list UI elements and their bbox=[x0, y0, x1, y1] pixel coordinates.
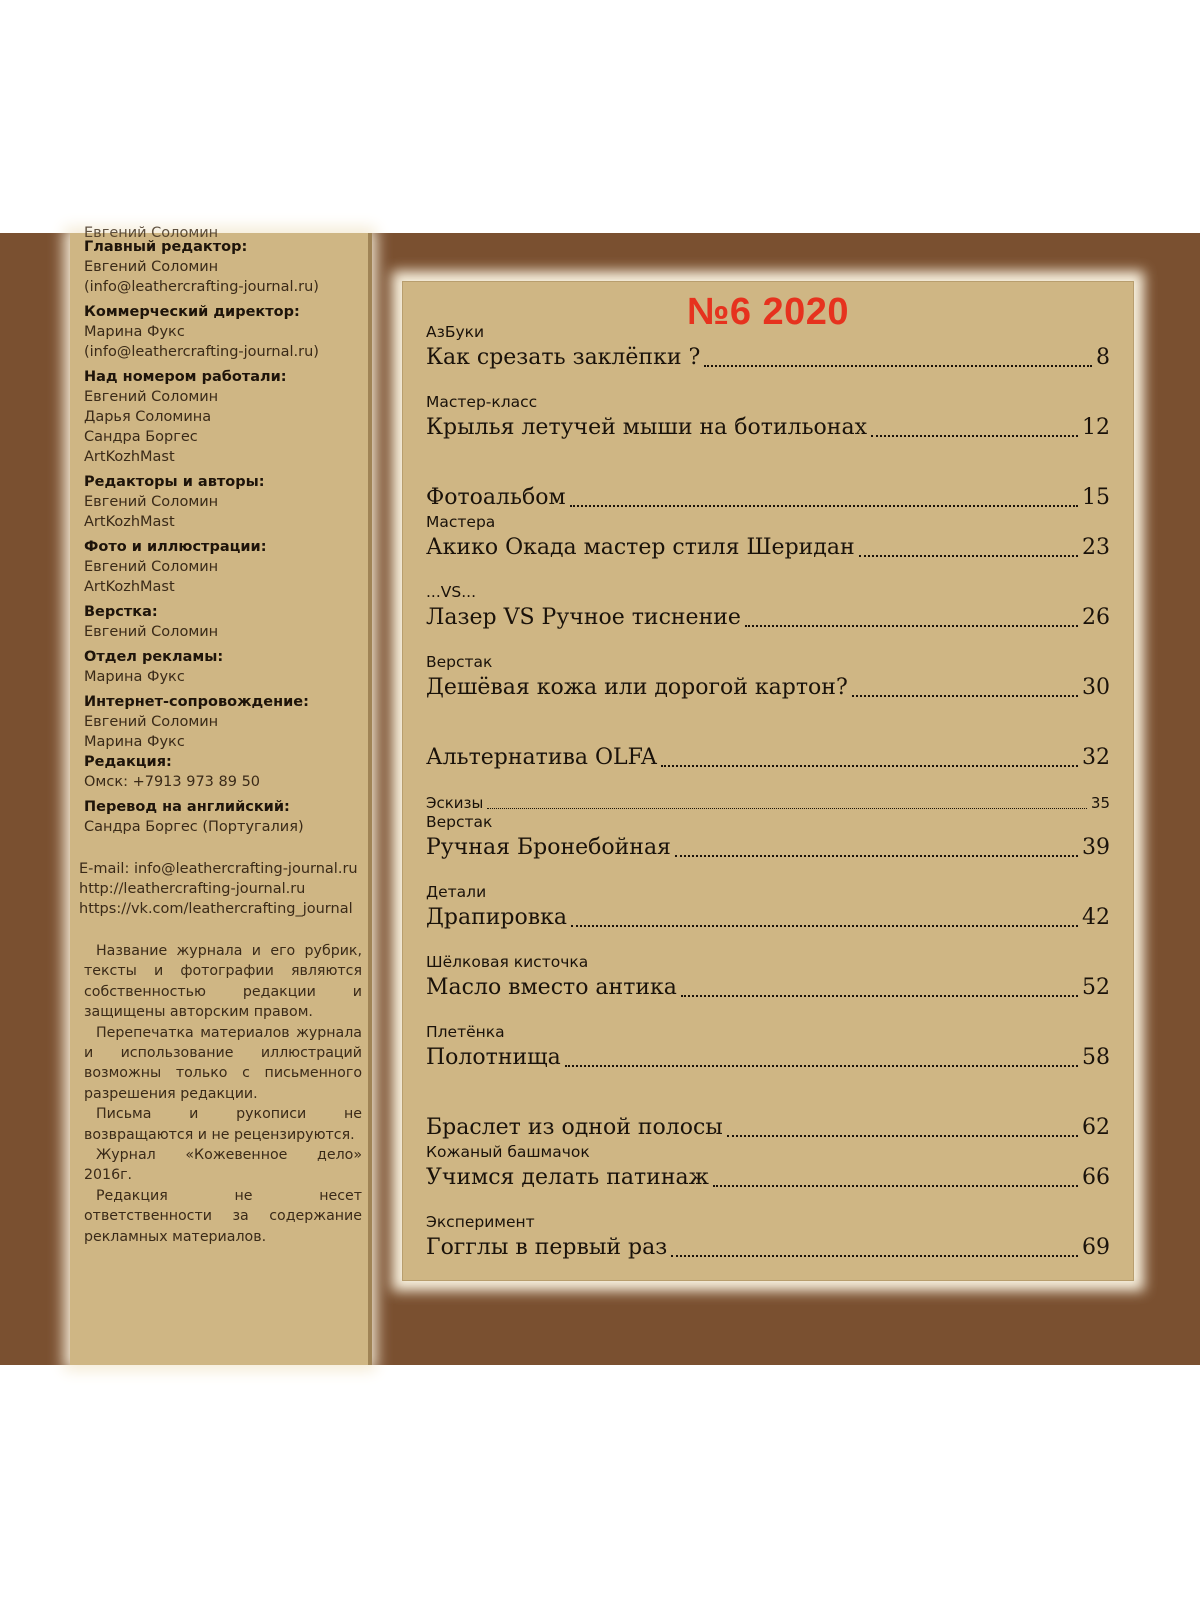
toc-category: Верстак bbox=[426, 653, 493, 671]
toc-entry[interactable] bbox=[426, 651, 1110, 703]
toc-title: Полотнища bbox=[426, 1045, 561, 1070]
toc-entry[interactable] bbox=[426, 793, 1110, 813]
toc-leader-dots bbox=[671, 1254, 1078, 1257]
toc-entry[interactable] bbox=[426, 581, 1110, 633]
credit-name: Евгений Соломин bbox=[84, 389, 219, 405]
toc-title: Учимся делать патинаж bbox=[426, 1165, 709, 1190]
toc-entry[interactable] bbox=[426, 483, 1110, 513]
toc-leader-dots bbox=[713, 1184, 1078, 1187]
legal-paragraph: Название журнала и его рубрик, тексты и фотографии являются собственностью редакции и защищены авторским правом. bbox=[84, 943, 362, 1021]
toc-page-number: 32 bbox=[1082, 745, 1110, 770]
toc-row bbox=[426, 743, 1110, 773]
legal-paragraph: Журнал «Кожевенное дело» 2016г. bbox=[84, 1147, 362, 1184]
toc-leader-dots bbox=[487, 807, 1087, 809]
credit-name: Евгений Соломин bbox=[84, 714, 219, 730]
toc-leader-dots bbox=[871, 434, 1078, 437]
credit-block bbox=[84, 367, 362, 467]
toc-row bbox=[426, 903, 1110, 933]
credit-title: Редакторы и авторы: bbox=[84, 474, 265, 490]
credit-block bbox=[84, 602, 362, 642]
toc-title: Драпировка bbox=[426, 905, 567, 930]
toc-page-number: 26 bbox=[1082, 605, 1110, 630]
toc-category: Кожаный башмачок bbox=[426, 1143, 590, 1161]
toc-category: Эксперимент bbox=[426, 1213, 535, 1231]
credits-list bbox=[84, 237, 362, 837]
toc-page-number: 58 bbox=[1082, 1045, 1110, 1070]
credit-title: Главный редактор: bbox=[84, 239, 248, 255]
legal-paragraph: Перепечатка материалов журнала и использование иллюстраций возможны только с письменного разрешения редакции. bbox=[84, 1024, 362, 1102]
credit-block bbox=[84, 692, 362, 752]
toc-category: АзБуки bbox=[426, 323, 485, 341]
credit-name: Евгений Соломин bbox=[84, 259, 219, 275]
contact-email: E-mail: info@leathercrafting-journal.ru bbox=[79, 861, 358, 877]
contact-site: http://leathercrafting-journal.ru bbox=[79, 881, 306, 897]
legal-paragraph: Редакция не несет ответственности за содержание рекламных материалов. bbox=[84, 1187, 362, 1245]
credit-title: Фото и иллюстрации: bbox=[84, 539, 267, 555]
table-of-contents bbox=[402, 281, 1134, 1281]
credit-title: Над номером работали: bbox=[84, 369, 287, 385]
toc-page-number: 52 bbox=[1082, 975, 1110, 1000]
issue-title: №6 2020 bbox=[686, 291, 850, 333]
toc-entry[interactable] bbox=[426, 811, 1110, 863]
toc-leader-dots bbox=[565, 1064, 1078, 1067]
toc-title: Эскизы bbox=[426, 794, 484, 812]
credit-name: Марина Фукс bbox=[84, 669, 185, 685]
toc-title: Дешёвая кожа или дорогой картон? bbox=[426, 675, 848, 700]
credit-name: Марина Фукс bbox=[84, 734, 185, 750]
toc-category: Шёлковая кисточка bbox=[426, 953, 589, 971]
credit-name: Евгений Соломин bbox=[84, 494, 219, 510]
toc-entry[interactable] bbox=[426, 1021, 1110, 1073]
credit-name: ArtKozhMast bbox=[84, 449, 175, 465]
contact-vk: https://vk.com/leathercrafting_journal bbox=[79, 901, 353, 917]
toc-row bbox=[426, 413, 1110, 443]
credit-block bbox=[84, 472, 362, 532]
credit-title: Коммерческий директор: bbox=[84, 304, 300, 320]
credit-title: Отдел рекламы: bbox=[84, 649, 224, 665]
toc-leader-dots bbox=[727, 1134, 1078, 1137]
toc-title: Крылья летучей мыши на ботильонах bbox=[426, 415, 867, 440]
credit-name: Сандра Боргес (Португалия) bbox=[84, 819, 304, 835]
toc-leader-dots bbox=[675, 854, 1078, 857]
toc-page-number: 42 bbox=[1082, 905, 1110, 930]
toc-leader-dots bbox=[704, 364, 1092, 367]
toc-row bbox=[426, 343, 1110, 373]
credit-block bbox=[84, 797, 362, 837]
toc-page-number: 30 bbox=[1082, 675, 1110, 700]
toc-title: Гогглы в первый раз bbox=[426, 1235, 668, 1260]
credit-name: Евгений Соломин bbox=[84, 624, 219, 640]
credit-block bbox=[84, 647, 362, 687]
toc-row bbox=[426, 1163, 1110, 1193]
toc-title: Фотоальбом bbox=[426, 485, 566, 510]
toc-page-number: 39 bbox=[1082, 835, 1110, 860]
toc-title: Браслет из одной полосы bbox=[426, 1115, 723, 1140]
toc-entry[interactable] bbox=[426, 391, 1110, 443]
toc-title: Масло вместо антика bbox=[426, 975, 677, 1000]
credit-title: Редакция: bbox=[84, 754, 172, 770]
credit-name: ArtKozhMast bbox=[84, 514, 175, 530]
toc-leader-dots bbox=[859, 554, 1078, 557]
credit-name: Сандра Боргес bbox=[84, 429, 198, 445]
cut-off-line: Евгений Соломин bbox=[84, 225, 219, 241]
toc-page-number: 12 bbox=[1082, 415, 1110, 440]
toc-row bbox=[426, 833, 1110, 863]
credit-block bbox=[84, 752, 362, 792]
toc-row bbox=[426, 793, 1110, 813]
toc-leader-dots bbox=[681, 994, 1078, 997]
toc-entry[interactable] bbox=[426, 1141, 1110, 1193]
toc-row bbox=[426, 603, 1110, 633]
credit-name: Евгений Соломин bbox=[84, 559, 219, 575]
toc-entry[interactable] bbox=[426, 743, 1110, 773]
credits-panel bbox=[70, 225, 370, 1365]
toc-page-number: 66 bbox=[1082, 1165, 1110, 1190]
toc-title: Как срезать заклёпки ? bbox=[426, 345, 701, 370]
credit-name: Дарья Соломина bbox=[84, 409, 212, 425]
toc-page-number: 23 bbox=[1082, 535, 1110, 560]
panel-divider bbox=[368, 233, 372, 1365]
toc-category: ...VS... bbox=[426, 583, 477, 601]
credit-block bbox=[84, 537, 362, 597]
toc-category: Верстак bbox=[426, 813, 493, 831]
contacts-block bbox=[79, 859, 362, 919]
credit-block bbox=[84, 237, 362, 297]
magazine-page bbox=[0, 225, 1200, 1365]
toc-page-number: 15 bbox=[1082, 485, 1110, 510]
credit-name: (info@leathercrafting-journal.ru) bbox=[84, 344, 319, 360]
toc-category: Мастера bbox=[426, 513, 496, 531]
credits-content bbox=[79, 223, 362, 1247]
credit-title: Перевод на английский: bbox=[84, 799, 290, 815]
toc-category: Плетёнка bbox=[426, 1023, 505, 1041]
toc-row bbox=[426, 973, 1110, 1003]
credit-name: (info@leathercrafting-journal.ru) bbox=[84, 279, 319, 295]
toc-leader-dots bbox=[852, 694, 1078, 697]
toc-title: Ручная Бронебойная bbox=[426, 835, 671, 860]
toc-title: Акико Окада мастер стиля Шеридан bbox=[426, 535, 855, 560]
toc-title: Альтернатива OLFA bbox=[426, 745, 657, 770]
toc-category: Мастер-класс bbox=[426, 393, 538, 411]
toc-page-number: 69 bbox=[1082, 1235, 1110, 1260]
credit-block bbox=[84, 302, 362, 362]
toc-row bbox=[426, 533, 1110, 563]
credit-title: Интернет-сопровождение: bbox=[84, 694, 309, 710]
toc-row bbox=[426, 673, 1110, 703]
credit-title: Верстка: bbox=[84, 604, 158, 620]
toc-title: Лазер VS Ручное тиснение bbox=[426, 605, 741, 630]
toc-entry[interactable] bbox=[426, 1211, 1110, 1263]
toc-entry[interactable] bbox=[426, 511, 1110, 563]
toc-row bbox=[426, 483, 1110, 513]
toc-leader-dots bbox=[570, 504, 1078, 507]
credit-name: Марина Фукс bbox=[84, 324, 185, 340]
toc-entry[interactable] bbox=[426, 321, 1110, 373]
legal-paragraph: Письма и рукописи не возвращаются и не рецензируются. bbox=[84, 1106, 362, 1143]
toc-leader-dots bbox=[661, 764, 1078, 767]
toc-entry[interactable] bbox=[426, 881, 1110, 933]
toc-leader-dots bbox=[745, 624, 1078, 627]
toc-page-number: 35 bbox=[1090, 794, 1110, 812]
credit-name: ArtKozhMast bbox=[84, 579, 175, 595]
toc-page-number: 62 bbox=[1082, 1115, 1110, 1140]
toc-row bbox=[426, 1233, 1110, 1263]
toc-row bbox=[426, 1043, 1110, 1073]
toc-leader-dots bbox=[571, 924, 1078, 927]
credit-name: Омск: +7913 973 89 50 bbox=[84, 774, 261, 790]
toc-entry[interactable] bbox=[426, 951, 1110, 1003]
toc-category: Детали bbox=[426, 883, 487, 901]
legal-notice bbox=[84, 941, 362, 1247]
toc-row bbox=[426, 1113, 1110, 1143]
toc-entry[interactable] bbox=[426, 1113, 1110, 1143]
toc-page-number: 8 bbox=[1096, 345, 1110, 370]
